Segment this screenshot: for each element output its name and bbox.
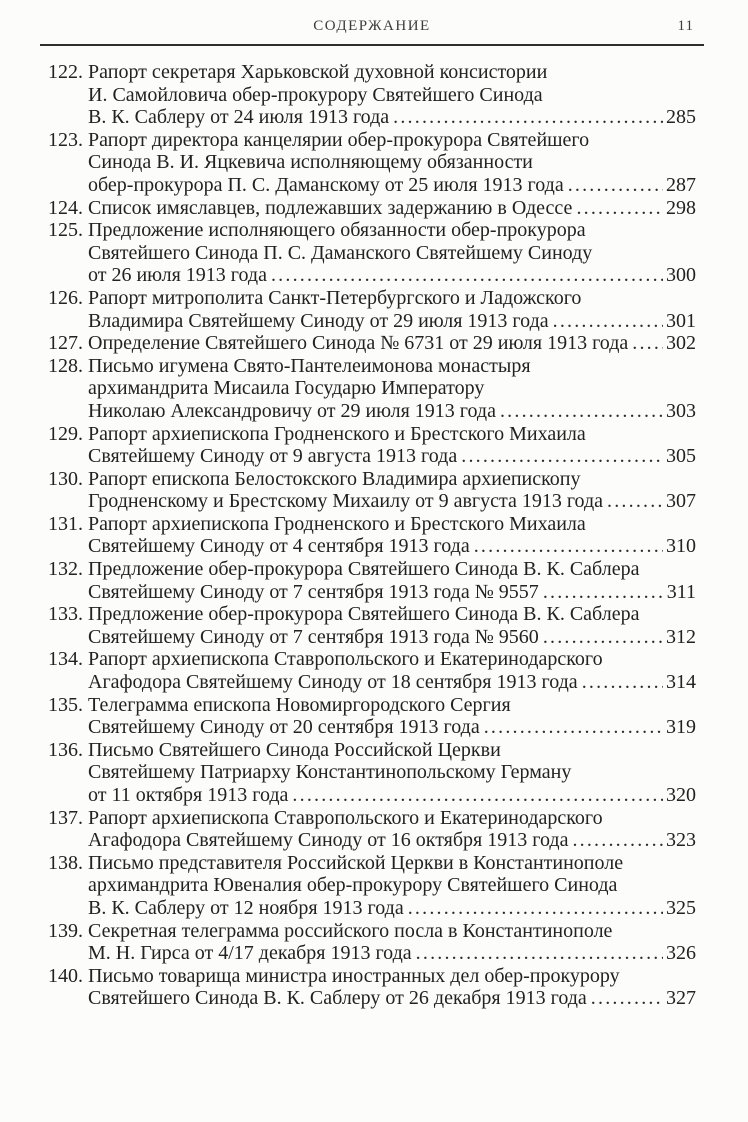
toc-entry-line-text: Агафодора Святейшему Синоду от 16 октября 1913 года (88, 829, 569, 852)
toc-entry-number: 132. (48, 558, 83, 581)
toc-entry-number: 135. (48, 693, 83, 716)
toc-entry (48, 332, 696, 355)
toc-entry-line-text: Святейшего Синода В. К. Саблеру от 26 декабря 1913 года (88, 987, 587, 1010)
toc-entry-line-text: Рапорт архиепископа Ставропольского и Екатеринодарского (88, 806, 603, 829)
toc-entry (48, 423, 696, 468)
toc-entry-page-number: 301 (666, 309, 696, 332)
toc-entry (48, 965, 696, 1010)
toc-entry-line-text: Список имяславцев, подлежавших задержанию в Одессе (88, 196, 573, 219)
toc-entry-line-text: М. Н. Гирса от 4/17 декабря 1913 года (88, 942, 412, 965)
toc-entry-line-text: Рапорт епископа Белостокского Владимира архиепископу (88, 467, 581, 490)
toc-entry-line-text: Владимира Святейшему Синоду от 29 июля 1913 года (88, 309, 549, 332)
contents-heading: СОДЕРЖАНИЕ (313, 18, 431, 34)
toc-entry-page-number: 320 (666, 784, 696, 806)
dot-leader (292, 784, 663, 807)
toc-entry-text (88, 513, 696, 558)
toc-entry-text (88, 129, 696, 197)
toc-entry-line (88, 490, 696, 513)
toc-entry (48, 129, 696, 197)
header-rule (40, 44, 704, 46)
dot-leader (543, 626, 663, 649)
toc-entry-line (88, 264, 696, 287)
toc-entry-line-text: Агафодора Святейшему Синоду от 18 сентября 1913 года (88, 671, 578, 694)
toc-entry-line-text: Гродненскому и Брестскому Михаилу от 9 августа 1913 года (88, 490, 604, 513)
toc-entry-line-text: Святейшему Синоду от 20 сентября 1913 года (88, 716, 480, 739)
dot-leader (632, 332, 663, 355)
toc-entry-line (88, 739, 696, 762)
toc-entry-text (88, 920, 696, 965)
dot-leader (393, 106, 663, 129)
toc-entry-number: 127. (48, 332, 83, 355)
toc-entry-page-number: 312 (666, 625, 696, 648)
toc-entry-page-number: 311 (666, 580, 696, 603)
toc-entry (48, 807, 696, 852)
running-head (48, 18, 696, 38)
toc-entry-page-number: 319 (666, 716, 696, 739)
toc-entry (48, 920, 696, 965)
dot-leader (582, 671, 663, 694)
toc-entry-line-text: Письмо Святейшего Синода Российской Церкви (88, 738, 501, 761)
toc-entry-line-text: Синода В. И. Яцкевича исполняющему обязанности (88, 151, 533, 174)
toc-entry-line-text: Рапорт секретаря Харьковской духовной консистории (88, 61, 548, 83)
toc-entry-page-number: 310 (666, 535, 696, 558)
dot-leader (568, 174, 663, 197)
toc-entry-line (88, 784, 696, 807)
toc-entry-line (88, 965, 696, 988)
toc-entry-line-text: Святейшему Синоду от 9 августа 1913 года (88, 445, 458, 468)
toc-entry-line-text: Святейшему Синоду от 7 сентября 1913 года № 9557 (88, 580, 539, 603)
toc-entry-line-text: Святейшему Синоду от 4 сентября 1913 года (88, 535, 470, 558)
toc-entry-line (88, 310, 696, 333)
toc-entry-line-text: Письмо игумена Свято-Пантелеимонова монастыря (88, 354, 531, 377)
toc-entry-line (88, 694, 696, 717)
toc-entry-line (88, 671, 696, 694)
toc-entry-page-number: 323 (666, 829, 696, 852)
dot-leader (543, 581, 664, 604)
toc-entry-page-number: 287 (666, 173, 696, 196)
dot-leader (474, 535, 663, 558)
toc-entry-line (88, 581, 696, 604)
toc-entry-text (88, 61, 696, 129)
toc-entry-line (88, 603, 696, 626)
toc-entry-line-text: Определение Святейшего Синода № 6731 от 29 июля 1913 года (88, 332, 629, 355)
toc-entry-line (88, 648, 696, 671)
toc-entry-number: 134. (48, 648, 83, 671)
toc-entry-line (88, 61, 696, 84)
toc-entry-line-text: Святейшему Синоду от 7 сентября 1913 года № 9560 (88, 625, 539, 648)
toc-entry-line-text: Письмо товарища министра иностранных дел обер-прокурору (88, 964, 620, 987)
toc-entry-line (88, 445, 696, 468)
toc-entry-line (88, 716, 696, 739)
toc-entry-number: 130. (48, 467, 83, 490)
toc-entry-line-text: Рапорт архиепископа Ставропольского и Екатеринодарского (88, 648, 603, 671)
toc-entry-text (88, 648, 696, 693)
toc-entry-text (88, 694, 696, 739)
toc-entry-line (88, 287, 696, 310)
toc-entry-page-number: 305 (666, 445, 696, 468)
toc-entry-line-text: В. К. Саблеру от 24 июля 1913 года (88, 106, 390, 129)
toc-entry (48, 468, 696, 513)
toc-entry-line (88, 84, 696, 107)
toc-entry-line (88, 897, 696, 920)
toc-entry-line (88, 106, 696, 129)
toc-entry-number: 136. (48, 738, 83, 761)
toc-entry (48, 61, 696, 129)
toc-entry (48, 287, 696, 332)
toc-entry-number: 139. (48, 919, 83, 942)
toc-entry (48, 513, 696, 558)
toc-entry-text (88, 332, 696, 355)
dot-leader (576, 197, 663, 220)
toc-entry-line (88, 423, 696, 446)
toc-entry (48, 739, 696, 807)
dot-leader (416, 942, 663, 965)
toc-entry-line (88, 151, 696, 174)
toc-entry (48, 355, 696, 423)
toc-entry-line (88, 829, 696, 852)
toc-entry-number: 125. (48, 219, 83, 242)
toc-entry-line-text: Рапорт архиепископа Гродненского и Брестского Михаила (88, 512, 586, 535)
toc-entry (48, 219, 696, 287)
toc-entry (48, 558, 696, 603)
toc-entry-line (88, 355, 696, 378)
toc-entry-page-number: 314 (666, 671, 696, 694)
toc-entry-line-text: Рапорт архиепископа Гродненского и Брестского Михаила (88, 422, 586, 445)
toc-entry-line (88, 807, 696, 830)
toc-entry-text (88, 852, 696, 920)
toc-entry-line-text: архимандрита Ювеналия обер-прокурору Святейшего Синода (88, 874, 618, 897)
toc-entry-line (88, 242, 696, 265)
toc-entry-line (88, 174, 696, 197)
toc-entry-line (88, 920, 696, 943)
toc-entry-page-number: 325 (666, 896, 696, 919)
toc-entry-number: 124. (48, 196, 83, 219)
dot-leader (607, 490, 663, 513)
toc-entry-line (88, 761, 696, 784)
toc-entry-number: 140. (48, 964, 83, 987)
toc-entry-line-text: Секретная телеграмма российского посла в Константинополе (88, 919, 613, 942)
toc-entry-line (88, 197, 696, 220)
toc-entry-number: 126. (48, 286, 83, 309)
toc-entry-line (88, 468, 696, 491)
toc-entry-line-text: И. Самойловича обер-прокурору Святейшего Синода (88, 83, 543, 106)
dot-leader (500, 400, 663, 423)
toc-entry-line (88, 400, 696, 423)
dot-leader (271, 264, 663, 287)
toc-entry-line-text: Николаю Александровичу от 29 июля 1913 года (88, 399, 496, 422)
toc-entry-line-text: от 11 октября 1913 года (88, 784, 289, 806)
toc-entry-number: 131. (48, 512, 83, 535)
toc-entry (48, 648, 696, 693)
toc-list (48, 61, 696, 1010)
toc-entry-text (88, 287, 696, 332)
dot-leader (408, 897, 663, 920)
toc-entry-line-text: Рапорт митрополита Санкт-Петербургского и Ладожского (88, 286, 582, 309)
toc-entry-page-number: 307 (666, 490, 696, 513)
toc-entry-page-number: 326 (666, 942, 696, 965)
toc-entry-number: 138. (48, 851, 83, 874)
toc-entry-line-text: Предложение обер-прокурора Святейшего Синода В. К. Саблера (88, 603, 640, 626)
toc-entry-text (88, 558, 696, 603)
toc-entry (48, 694, 696, 739)
toc-entry-line (88, 852, 696, 875)
toc-entry-page-number: 327 (666, 987, 696, 1010)
toc-entry-line-text: Письмо представителя Российской Церкви в Константинополе (88, 851, 624, 874)
toc-entry-text (88, 468, 696, 513)
toc-entry-line (88, 558, 696, 581)
toc-entry-line-text: обер-прокурора П. С. Даманскому от 25 июля 1913 года (88, 173, 564, 196)
toc-entry-page-number: 303 (666, 399, 696, 422)
toc-entry-line (88, 377, 696, 400)
toc-entry-line (88, 129, 696, 152)
toc-entry-line-text: В. К. Саблеру от 12 ноября 1913 года (88, 896, 404, 919)
dot-leader (591, 987, 663, 1010)
toc-entry-line (88, 219, 696, 242)
toc-entry (48, 852, 696, 920)
dot-leader (553, 310, 663, 333)
folio-page-number: 11 (677, 18, 694, 34)
toc-entry-line (88, 874, 696, 897)
toc-entry-page-number: 285 (666, 106, 696, 129)
toc-entry-line (88, 535, 696, 558)
toc-entry-line-text: Предложение обер-прокурора Святейшего Синода В. К. Саблера (88, 558, 640, 581)
toc-entry-text (88, 355, 696, 423)
toc-entry-text (88, 603, 696, 648)
toc-entry-line (88, 942, 696, 965)
toc-entry-number: 133. (48, 603, 83, 626)
toc-entry-line-text: архимандрита Мисаила Государю Императору (88, 377, 485, 400)
dot-leader (461, 445, 663, 468)
toc-entry-line (88, 987, 696, 1010)
toc-entry-page-number: 300 (666, 264, 696, 287)
toc-entry (48, 197, 696, 220)
toc-entry-line-text: Рапорт директора канцелярии обер-прокурора Святейшего (88, 128, 590, 151)
toc-entry-number: 122. (48, 61, 83, 83)
toc-entry-text (88, 197, 696, 220)
toc-entry-page-number: 302 (666, 332, 696, 355)
toc-entry-page-number: 298 (666, 196, 696, 219)
toc-entry-text (88, 739, 696, 807)
toc-entry-number: 123. (48, 128, 83, 151)
toc-entry-number: 129. (48, 422, 83, 445)
toc-entry-text (88, 219, 696, 287)
toc-entry-number: 137. (48, 806, 83, 829)
toc-entry-text (88, 807, 696, 852)
toc-entry-line-text: Предложение исполняющего обязанности обер-прокурора (88, 219, 586, 242)
dot-leader (572, 829, 663, 852)
toc-entry-line-text: Святейшему Патриарху Константинопольскому Герману (88, 761, 572, 784)
toc-entry-line (88, 332, 696, 355)
toc-entry-text (88, 965, 696, 1010)
toc-entry (48, 603, 696, 648)
dot-leader (484, 716, 663, 739)
toc-entry-line-text: Телеграмма епископа Новомиргородского Сергия (88, 693, 511, 716)
toc-entry-line (88, 513, 696, 536)
toc-entry-number: 128. (48, 354, 83, 377)
toc-entry-line-text: от 26 июля 1913 года (88, 264, 267, 287)
toc-entry-text (88, 423, 696, 468)
toc-entry-line-text: Святейшего Синода П. С. Даманского Святейшему Синоду (88, 241, 593, 264)
toc-entry-line (88, 626, 696, 649)
